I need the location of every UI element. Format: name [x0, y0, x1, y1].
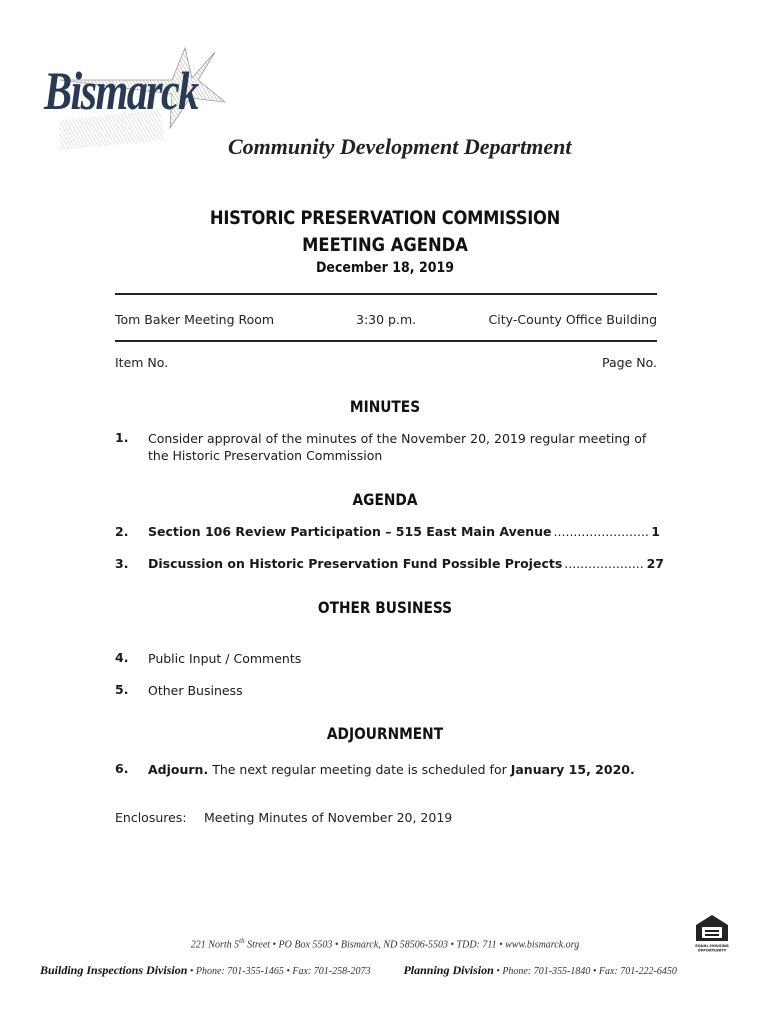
- dot-leader: [554, 524, 650, 539]
- svg-text:EQUAL HOUSING: EQUAL HOUSING: [695, 944, 729, 948]
- adjourn-item: [148, 761, 658, 778]
- agenda-item-line: [148, 524, 660, 539]
- adjourn-lead: Adjourn.: [148, 762, 209, 777]
- enclosures-label: Enclosures:: [115, 810, 187, 825]
- item-number: 2.: [115, 524, 129, 539]
- meeting-date: December 18, 2019: [315, 260, 455, 276]
- item-text: Section 106 Review Participation – 515 East Main Avenue: [148, 524, 552, 539]
- page-no-header: Page No.: [602, 355, 657, 370]
- item-no-header: Item No.: [115, 355, 169, 370]
- adjourn-text: The next regular meeting date is scheduled for: [208, 762, 511, 777]
- item-text: Discussion on Historic Preservation Fund Possible Projects: [148, 556, 563, 571]
- item-text: Public Input / Comments: [148, 651, 302, 666]
- enclosures-text: Meeting Minutes of November 20, 2019: [204, 810, 453, 825]
- section-minutes: MINUTES: [349, 397, 421, 416]
- item-text: Other Business: [148, 683, 243, 698]
- section-adjournment: ADJOURNMENT: [326, 724, 444, 743]
- address-rest: Street • PO Box 5503 • Bismarck, ND 58506-5503 • TDD: 711 • www.bismarck.org: [244, 939, 580, 951]
- section-other-business: OTHER BUSINESS: [317, 598, 453, 617]
- footer-contacts: [40, 963, 677, 978]
- department-name: Community Development Department: [228, 134, 572, 159]
- agenda-item-line: [148, 556, 664, 571]
- building-inspections-division: Building Inspections Division: [40, 963, 188, 977]
- footer-address: [0, 937, 770, 950]
- address-sup: th: [239, 937, 245, 945]
- item-number: 1.: [115, 430, 129, 445]
- item-number: 4.: [115, 650, 129, 665]
- divider: [115, 293, 657, 295]
- section-agenda: AGENDA: [352, 490, 418, 509]
- address-street: 221 North 5: [190, 939, 240, 951]
- item-number: 3.: [115, 556, 129, 571]
- bid-contact: • Phone: 701-355-1465 • Fax: 701-258-2073: [187, 966, 371, 977]
- meeting-time: 3:30 p.m.: [356, 312, 417, 327]
- item-page: 27: [646, 556, 664, 571]
- item-page: 1: [651, 524, 660, 539]
- divider: [115, 340, 657, 342]
- logo-wordmark: Bismarck: [44, 61, 198, 121]
- pd-contact: • Phone: 701-355-1840 • Fax: 701-222-6450: [493, 966, 677, 977]
- next-meeting-date: January 15, 2020.: [510, 762, 635, 777]
- equal-housing-icon: [692, 913, 732, 953]
- agenda-title: MEETING AGENDA: [302, 234, 468, 256]
- planning-division: Planning Division: [403, 963, 494, 977]
- meeting-building: City-County Office Building: [488, 312, 657, 327]
- item-number: 5.: [115, 682, 129, 697]
- item-number: 6.: [115, 761, 129, 776]
- meeting-location: Tom Baker Meeting Room: [115, 312, 275, 327]
- dot-leader: [564, 556, 644, 571]
- commission-title: HISTORIC PRESERVATION COMMISSION: [209, 207, 561, 229]
- item-text: Consider approval of the minutes of the November 20, 2019 regular meeting of the Historic Preservation Commission: [148, 431, 647, 463]
- svg-text:OPPORTUNITY: OPPORTUNITY: [697, 948, 727, 953]
